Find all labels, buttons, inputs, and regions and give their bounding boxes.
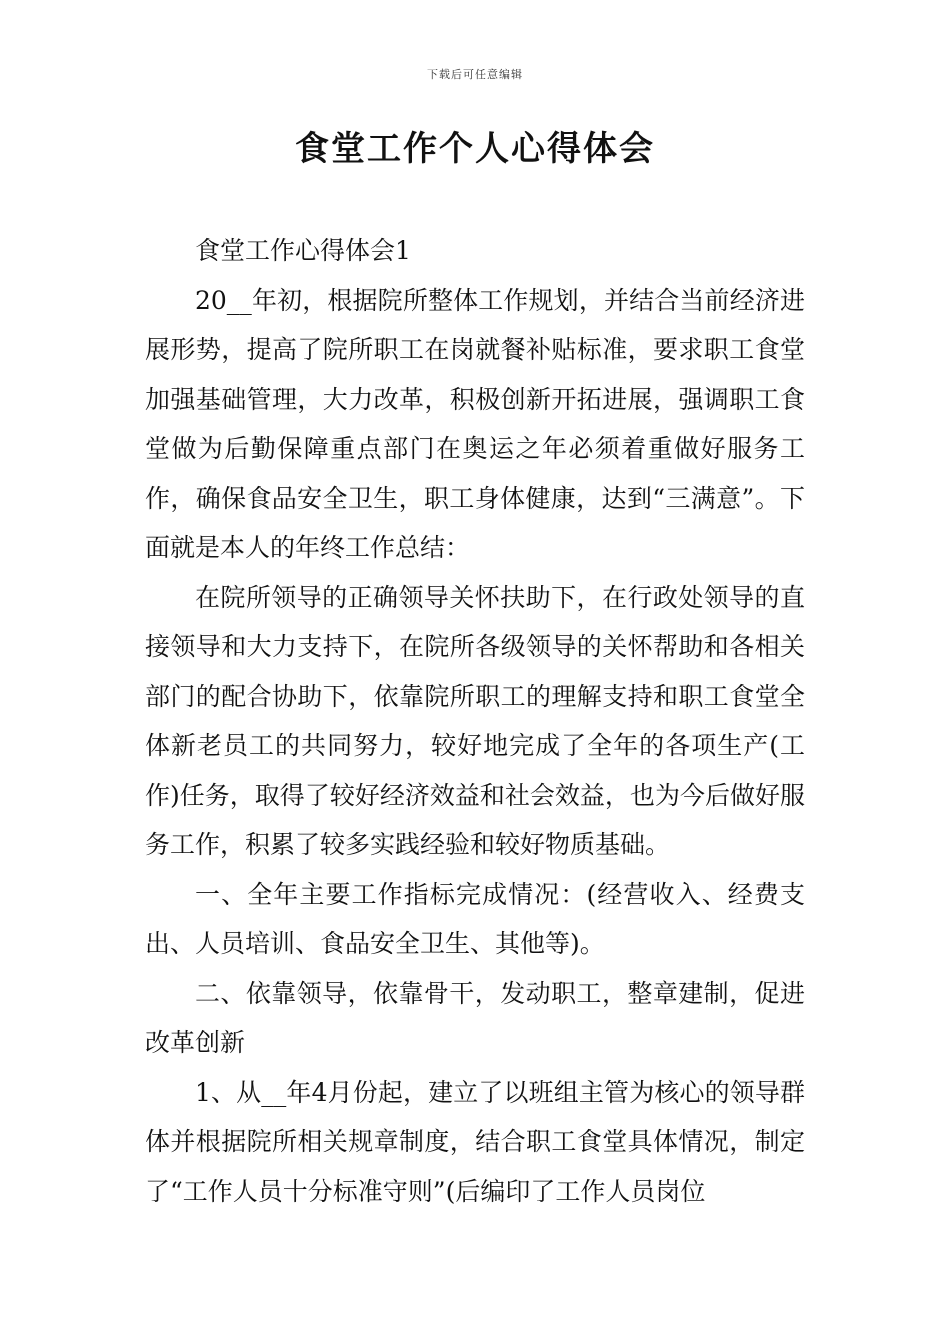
paragraph: 二、依靠领导，依靠骨干，发动职工，整章建制，促进改革创新 xyxy=(145,978,805,1057)
document-body xyxy=(145,226,805,1216)
paragraph: 20__年初，根据院所整体工作规划，并结合当前经济进展形势，提高了院所职工在岗就餐补贴标准，要求职工食堂加强基础管理，大力改革，积极创新开拓进展，强调职工食堂做为后勤保障重点部门在奥运之年必须着重做好服务工作，确保食品安全卫生，职工身体健康，达到“三满意”。下面就是本人的年终工作总结： xyxy=(145,285,805,562)
section-heading: 食堂工作心得体会1 xyxy=(195,236,411,265)
paragraph: 在院所领导的正确领导关怀扶助下，在行政处领导的直接领导和大力支持下，在院所各级领导的关怀帮助和各相关部门的配合协助下，依靠院所职工的理解支持和职工食堂全体新老员工的共同努力，较好地完成了全年的各项生产(工作)任务，取得了较好经济效益和社会效益，也为今后做好服务工作，积累了较多实践经验和较好物质基础。 xyxy=(145,582,805,859)
document-title: 食堂工作个人心得体会 xyxy=(295,129,655,169)
paragraph: 1、从__年4月份起，建立了以班组主管为核心的领导群体并根据院所相关规章制度，结合职工食堂具体情况，制定了“工作人员十分标准守则”(后编印了工作人员岗位 xyxy=(145,1077,805,1206)
header-note: 下载后可任意编辑 xyxy=(427,68,523,81)
paragraph: 一、全年主要工作指标完成情况：(经营收入、经费支出、人员培训、食品安全卫生、其他等)。 xyxy=(145,879,805,958)
